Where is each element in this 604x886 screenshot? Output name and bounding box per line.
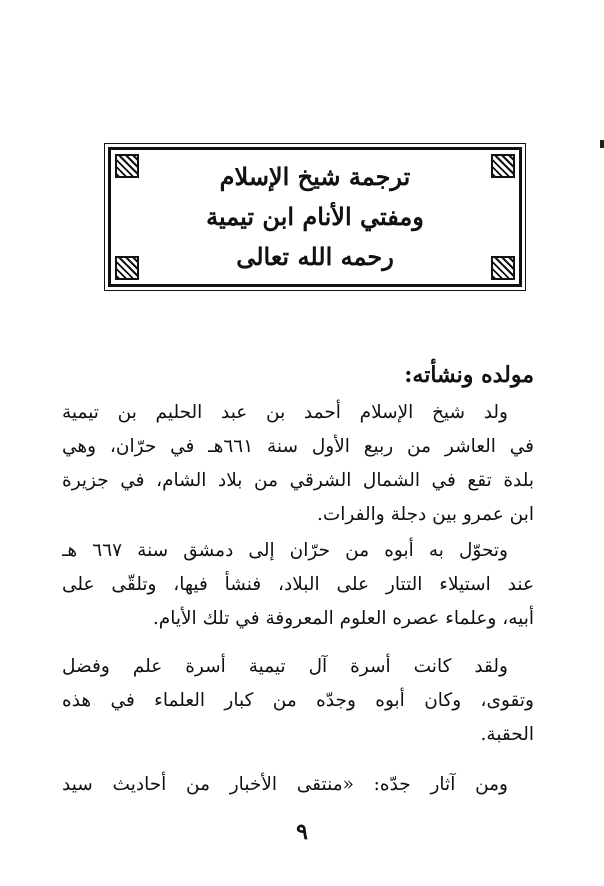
paragraph-4 [62, 768, 534, 802]
text-line: وتقوى، وكان أبوه وجدّه من كبار العلماء في هذه [62, 690, 534, 711]
paragraph-1 [62, 396, 534, 532]
text-line: ولقد كانت أسرة آل تيمية أسرة علم وفضل [62, 656, 508, 677]
title-line-1: ترجمة شيخ الإسلام [219, 162, 411, 191]
page-number: ٩ [296, 819, 308, 845]
text-line: ومن آثار جدّه: «منتقى الأخبار من أحاديث سيد [62, 774, 508, 795]
scan-edge-mark [600, 140, 604, 148]
text-line: عند استيلاء التتار على البلاد، فنشأ فيها، وتلقّى على [62, 574, 534, 595]
text-line: ولد شيخ الإسلام أحمد بن عبد الحليم بن تيمية [62, 402, 508, 423]
text-line: ابن عمرو بين دجلة والفرات. [316, 504, 534, 525]
title-frame [108, 147, 522, 287]
title-line-2: ومفتي الأنام ابن تيمية [206, 202, 424, 231]
section-heading: مولده ونشأته: [404, 362, 534, 388]
text-line: وتحوّل به أبوه من حرّان إلى دمشق سنة ٦٦٧ هـ [62, 540, 508, 561]
text-line: أبيه، وعلماء عصره العلوم المعروفة في تلك الأيام. [152, 608, 534, 629]
title-line-3: رحمه الله تعالى [236, 242, 394, 271]
paragraph-3 [62, 650, 534, 752]
paragraph-2 [62, 534, 534, 636]
text-line: في العاشر من ربيع الأول سنة ٦٦١هـ في حرّان، وهي [62, 436, 534, 457]
text-line: بلدة تقع في الشمال الشرقي من بلاد الشام، في جزيرة [62, 470, 534, 491]
text-line: الحقبة. [480, 724, 534, 745]
